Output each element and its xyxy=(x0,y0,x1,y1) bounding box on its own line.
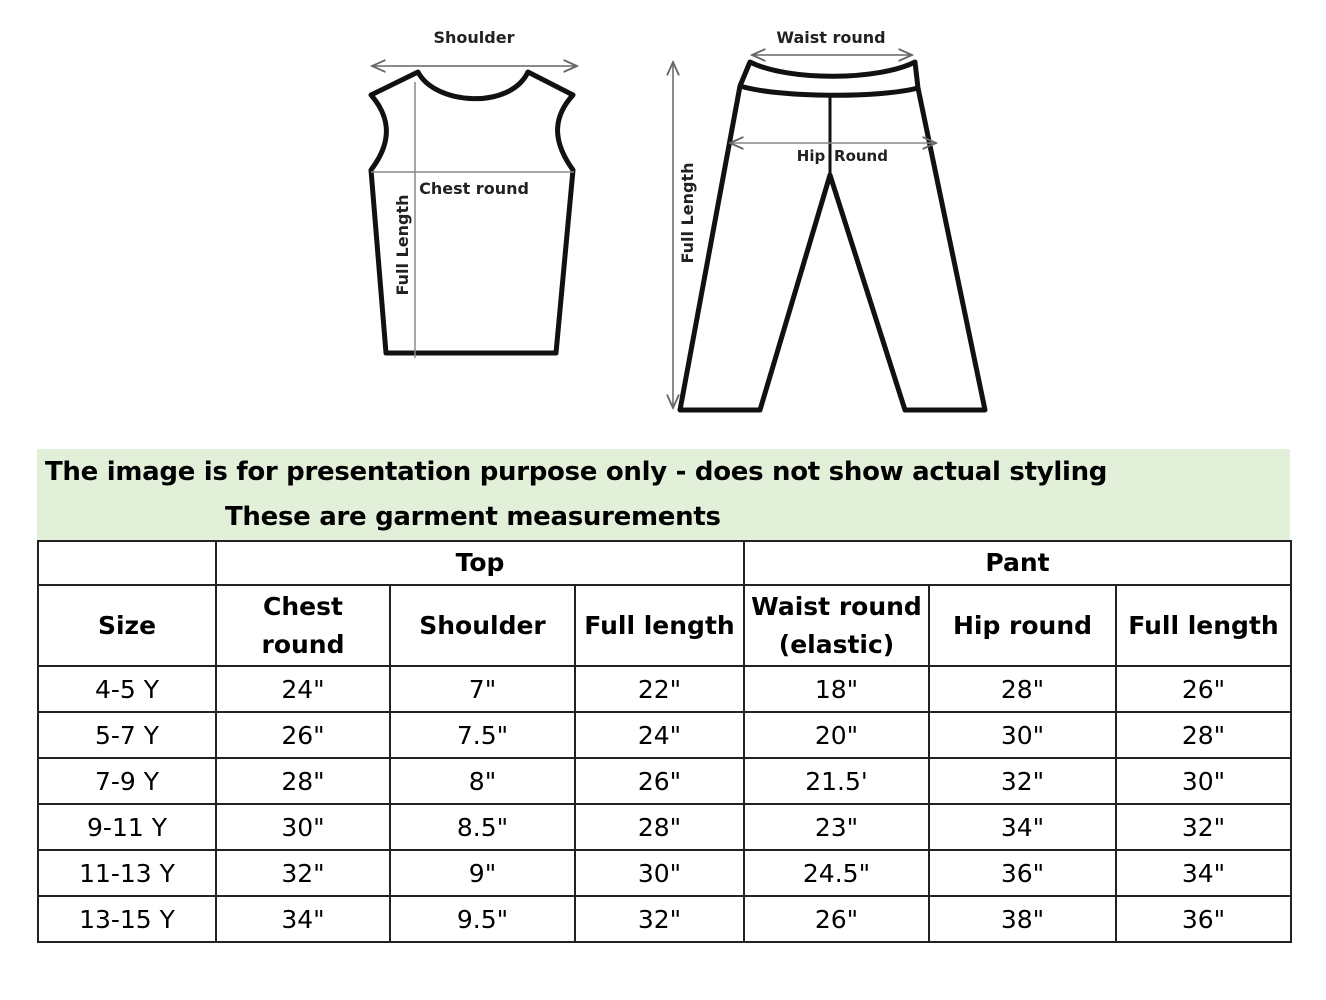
chest-header-line1: Chest xyxy=(263,591,343,621)
measurement-note: These are garment measurements xyxy=(225,502,721,532)
size-cell: 9-11 Y xyxy=(38,804,216,850)
presentation-disclaimer: The image is for presentation purpose only - does not show actual styling xyxy=(45,457,1108,487)
table-row xyxy=(38,666,1291,712)
shoulder-cell: 9" xyxy=(390,850,575,896)
waist-cell: 26" xyxy=(744,896,929,942)
pant-group-header: Pant xyxy=(744,541,1291,585)
hip-round-header: Hip round xyxy=(929,585,1116,666)
hip-cell: 32" xyxy=(929,758,1116,804)
waist-cell: 23" xyxy=(744,804,929,850)
pant-length-cell: 36" xyxy=(1116,896,1291,942)
pant-full-length-label: Full Length xyxy=(678,162,697,264)
pant-length-cell: 32" xyxy=(1116,804,1291,850)
empty-corner-cell xyxy=(38,541,216,585)
top-length-cell: 24" xyxy=(575,712,744,758)
pant-length-cell: 26" xyxy=(1116,666,1291,712)
round-label: Round xyxy=(834,147,888,165)
shoulder-cell: 9.5" xyxy=(390,896,575,942)
notice-banner xyxy=(37,449,1290,541)
shoulder-cell: 8.5" xyxy=(390,804,575,850)
hip-cell: 36" xyxy=(929,850,1116,896)
pant-length-cell: 28" xyxy=(1116,712,1291,758)
chest-cell: 24" xyxy=(216,666,390,712)
top-garment-diagram xyxy=(371,28,577,358)
chest-header-line2: round xyxy=(261,629,345,659)
top-length-cell: 32" xyxy=(575,896,744,942)
size-header: Size xyxy=(38,585,216,666)
top-length-cell: 30" xyxy=(575,850,744,896)
pant-outline xyxy=(680,86,985,410)
top-length-cell: 22" xyxy=(575,666,744,712)
size-cell: 11-13 Y xyxy=(38,850,216,896)
size-cell: 5-7 Y xyxy=(38,712,216,758)
waist-header-line2: (elastic) xyxy=(778,629,895,659)
waist-cell: 20" xyxy=(744,712,929,758)
table-row xyxy=(38,758,1291,804)
table-row xyxy=(38,712,1291,758)
size-cell: 4-5 Y xyxy=(38,666,216,712)
chest-round-header xyxy=(216,585,390,666)
table-row xyxy=(38,850,1291,896)
top-full-length-header: Full length xyxy=(575,585,744,666)
shoulder-label: Shoulder xyxy=(433,28,515,47)
size-cell: 7-9 Y xyxy=(38,758,216,804)
hip-cell: 38" xyxy=(929,896,1116,942)
shoulder-header: Shoulder xyxy=(390,585,575,666)
size-cell: 13-15 Y xyxy=(38,896,216,942)
waist-round-header xyxy=(744,585,929,666)
pant-length-cell: 30" xyxy=(1116,758,1291,804)
chest-cell: 32" xyxy=(216,850,390,896)
top-length-cell: 26" xyxy=(575,758,744,804)
hip-cell: 28" xyxy=(929,666,1116,712)
pant-waistband xyxy=(740,62,918,95)
table-row xyxy=(38,804,1291,850)
chest-cell: 28" xyxy=(216,758,390,804)
chest-round-label: Chest round xyxy=(419,179,529,198)
pant-garment-diagram xyxy=(673,28,985,410)
pant-length-cell: 34" xyxy=(1116,850,1291,896)
shoulder-cell: 7" xyxy=(390,666,575,712)
shoulder-cell: 8" xyxy=(390,758,575,804)
waist-cell: 24.5" xyxy=(744,850,929,896)
top-length-cell: 28" xyxy=(575,804,744,850)
hip-cell: 30" xyxy=(929,712,1116,758)
garment-diagrams xyxy=(0,0,1326,440)
table-row xyxy=(38,896,1291,942)
hip-cell: 34" xyxy=(929,804,1116,850)
group-header-row xyxy=(38,541,1291,585)
waist-round-label: Waist round xyxy=(776,28,886,47)
shoulder-cell: 7.5" xyxy=(390,712,575,758)
top-group-header: Top xyxy=(216,541,744,585)
waist-cell: 18" xyxy=(744,666,929,712)
chest-cell: 30" xyxy=(216,804,390,850)
hip-label: Hip xyxy=(796,147,826,165)
chest-cell: 34" xyxy=(216,896,390,942)
chest-cell: 26" xyxy=(216,712,390,758)
waist-header-line1: Waist round xyxy=(751,591,922,621)
column-header-row xyxy=(38,585,1291,666)
size-chart-table xyxy=(37,540,1292,943)
waist-cell: 21.5' xyxy=(744,758,929,804)
pant-full-length-header: Full length xyxy=(1116,585,1291,666)
top-full-length-label: Full Length xyxy=(393,194,412,296)
